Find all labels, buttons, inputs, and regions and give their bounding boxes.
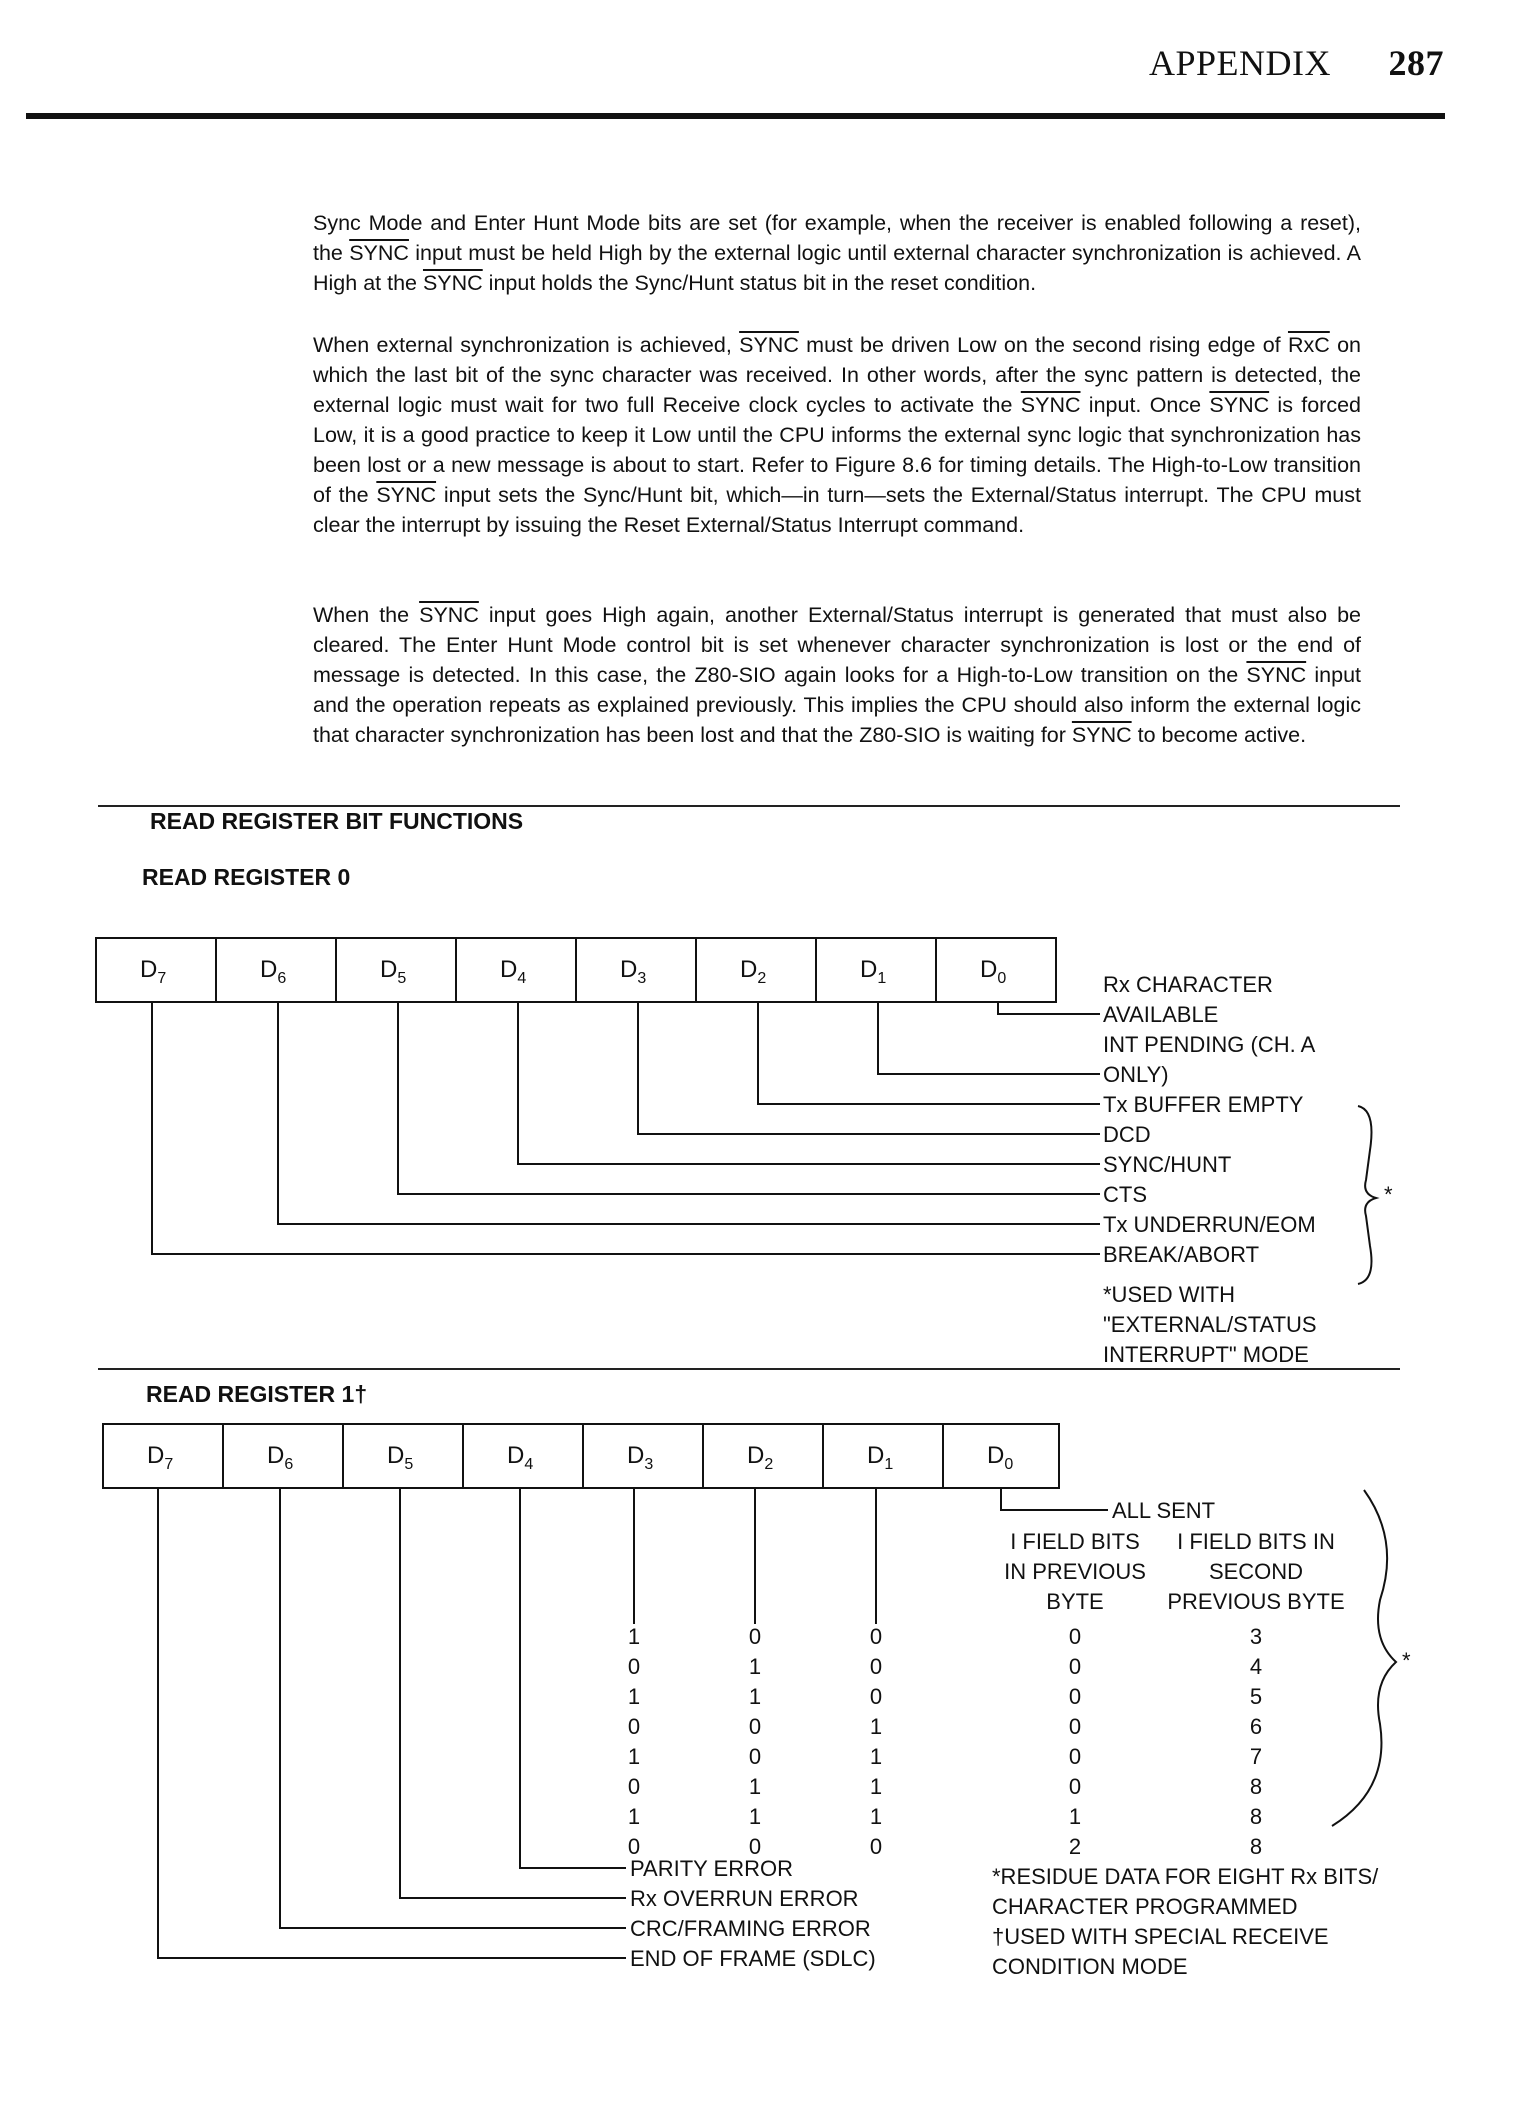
bit-label-d5: CTS xyxy=(1103,1182,1147,1207)
bit-cell-d7: $D_7$ xyxy=(140,956,167,987)
bit-label-d3: DCD xyxy=(1103,1122,1151,1147)
residue-value: 0 xyxy=(748,1834,762,1859)
rr0-brace xyxy=(1358,1106,1376,1284)
bit-cell-d0: $D_0$ xyxy=(987,1442,1014,1473)
signal-name: SYNC xyxy=(1209,393,1270,417)
bit-cell-d2: $D_2$ xyxy=(740,956,767,987)
paragraph-text: to become active. xyxy=(1131,723,1307,747)
leader-line-d7 xyxy=(152,1002,1100,1254)
residue-value: 1 xyxy=(627,1804,641,1829)
residue-value: 8 xyxy=(1249,1774,1263,1799)
leader-line-d7 xyxy=(158,1488,626,1958)
bit-label-d6: Tx UNDERRUN/EOM xyxy=(1103,1212,1316,1237)
bit-label-d2: Tx BUFFER EMPTY xyxy=(1103,1092,1304,1117)
signal-name: SYNC xyxy=(422,271,483,295)
paragraph-text: input sets the Sync/Hunt bit, which—in turn—sets the External/Status interrupt. The CPU must clear the interrupt by issuing the Reset External/Status Interrupt command. xyxy=(313,483,1361,537)
residue-value: 6 xyxy=(1249,1714,1263,1739)
leader-line-d4 xyxy=(520,1488,626,1868)
rr0-diagram xyxy=(96,938,1393,1367)
residue-value: 1 xyxy=(748,1684,762,1709)
bit-cell-d6: $D_6$ xyxy=(260,956,287,987)
rr0-footnote: *USED WITH xyxy=(1103,1282,1235,1307)
paragraph-text: must be driven Low on the second rising edge of xyxy=(798,333,1288,357)
bit-cell-d0: $D_0$ xyxy=(980,956,1007,987)
rr1-footnote: †USED WITH SPECIAL RECEIVE xyxy=(992,1924,1329,1949)
residue-value: 1 xyxy=(869,1714,883,1739)
residue-value: 0 xyxy=(748,1744,762,1769)
leader-line-d4 xyxy=(518,1002,1100,1164)
leader-line-d6 xyxy=(280,1488,626,1928)
header-title: APPENDIX xyxy=(1148,43,1331,83)
residue-value: 3 xyxy=(1249,1624,1263,1649)
residue-value: 7 xyxy=(1249,1744,1263,1769)
bit-cell-d7: $D_7$ xyxy=(147,1442,174,1473)
residue-value: 0 xyxy=(748,1624,762,1649)
leader-line-d0 xyxy=(998,1002,1100,1014)
residue-value: 0 xyxy=(627,1654,641,1679)
paragraph-text: input and the operation repeats as explained previously. This implies the CPU should also inform the external logic that character synchronization has been lost and that the Z80-SIO is waiting for xyxy=(313,663,1361,747)
bit-label-d0: Rx CHARACTER xyxy=(1103,972,1273,997)
rr1-footnote: CHARACTER PROGRAMMED xyxy=(992,1894,1298,1919)
residue-value: 1 xyxy=(748,1654,762,1679)
residue-value: 0 xyxy=(748,1714,762,1739)
residue-value: 0 xyxy=(869,1624,883,1649)
leader-line-d0 xyxy=(1001,1488,1108,1510)
residue-value: 1 xyxy=(1068,1804,1082,1829)
paragraph-text: When the xyxy=(313,603,420,627)
rr1-footnote: CONDITION MODE xyxy=(992,1954,1188,1979)
bit-cell-d3: $D_3$ xyxy=(620,956,647,987)
signal-name: SYNC xyxy=(419,603,479,627)
residue-value: 1 xyxy=(869,1774,883,1799)
residue-value: 2 xyxy=(1068,1834,1082,1859)
residue-value: 4 xyxy=(1249,1654,1263,1679)
rr0-footnote: INTERRUPT" MODE xyxy=(1103,1342,1309,1367)
residue-value: 1 xyxy=(748,1774,762,1799)
residue-value: 0 xyxy=(869,1834,883,1859)
leader-line-d5 xyxy=(400,1488,626,1898)
residue-value: 8 xyxy=(1249,1834,1263,1859)
paragraph-text: input must be held High by the external logic until external character synchronization is achieved. A High at the xyxy=(313,241,1361,295)
signal-name: SYNC xyxy=(349,241,409,265)
residue-value: 5 xyxy=(1249,1684,1263,1709)
rr1-bit-label: Rx OVERRUN ERROR xyxy=(630,1886,859,1911)
residue-value: 0 xyxy=(1068,1624,1082,1649)
signal-name: SYNC xyxy=(1020,393,1081,417)
leader-line-d6 xyxy=(278,1002,1100,1224)
bit-cell-d4: $D_4$ xyxy=(507,1442,534,1473)
bit-label-d1: INT PENDING (CH. A xyxy=(1103,1032,1316,1057)
leader-line-d5 xyxy=(398,1002,1100,1194)
rr1-diagram xyxy=(103,1424,1411,1979)
residue-value: 0 xyxy=(1068,1654,1082,1679)
residue-value: 1 xyxy=(627,1684,641,1709)
paragraph-text: is forced Low, it is a good practice to keep it Low until the CPU informs the external sync logic that synchronization has been lost or a new message is about to start. Refer to Figure 8.6 for timing details. The High-to-Low transition of the xyxy=(313,393,1362,507)
signal-name: SYNC xyxy=(739,333,799,357)
paragraph-text: input goes High again, another External/Status interrupt is generated that must also be cleared. The Enter Hunt Mode control bit is set whenever character synchronization is lost or the end of message is detected. In this case, the Z80-SIO again looks for a High-to-Low transition on the xyxy=(313,603,1361,687)
residue-value: 0 xyxy=(627,1834,641,1859)
paragraph-text: When external synchronization is achieved, xyxy=(313,333,740,357)
paragraph-text: on which the last bit of the sync character was received. In other words, after the sync pattern is detected, the external logic must wait for two full Receive clock cycles to activate the xyxy=(313,333,1361,417)
table-header-col2: PREVIOUS BYTE xyxy=(1167,1589,1345,1614)
residue-value: 0 xyxy=(1068,1714,1082,1739)
rr0-brace-mark: * xyxy=(1384,1182,1393,1207)
section-title: READ REGISTER BIT FUNCTIONS xyxy=(150,808,524,834)
residue-value: 1 xyxy=(627,1744,641,1769)
residue-value: 1 xyxy=(748,1804,762,1829)
table-header-col2: I FIELD BITS IN xyxy=(1177,1529,1335,1554)
bit-cell-d1: $D_1$ xyxy=(860,956,887,987)
paragraph-text: input. Once xyxy=(1080,393,1210,417)
all-sent-label: ALL SENT xyxy=(1112,1498,1216,1523)
rr1-bit-label: PARITY ERROR xyxy=(630,1856,793,1881)
bit-cell-d1: $D_1$ xyxy=(867,1442,894,1473)
bit-cell-d5: $D_5$ xyxy=(387,1442,414,1473)
rr1-register-box xyxy=(103,1424,1059,1488)
bit-cell-d2: $D_2$ xyxy=(747,1442,774,1473)
residue-value: 0 xyxy=(869,1654,883,1679)
rr1-footnote: *RESIDUE DATA FOR EIGHT Rx BITS/ xyxy=(992,1864,1379,1889)
signal-name: SYNC xyxy=(376,483,437,507)
bit-label-d1: ONLY) xyxy=(1103,1062,1169,1087)
paragraph-text: Sync Mode and Enter Hunt Mode bits are set (for example, when the receiver is enabled following a reset), the xyxy=(313,211,1361,265)
residue-value: 0 xyxy=(1068,1684,1082,1709)
rr0-footnote: "EXTERNAL/STATUS xyxy=(1103,1312,1317,1337)
page-number: 287 xyxy=(1388,43,1444,83)
bit-cell-d4: $D_4$ xyxy=(500,956,527,987)
bit-cell-d6: $D_6$ xyxy=(267,1442,294,1473)
bit-label-d7: BREAK/ABORT xyxy=(1103,1242,1260,1267)
signal-name: $\overline{RxC}$ xyxy=(1287,333,1330,357)
table-header-col1: IN PREVIOUS xyxy=(1004,1559,1146,1584)
rr1-brace-mark: * xyxy=(1402,1648,1411,1673)
bit-label-d0: AVAILABLE xyxy=(1103,1002,1219,1027)
residue-value: 1 xyxy=(869,1804,883,1829)
table-header-col1: BYTE xyxy=(1046,1589,1104,1614)
residue-value: 8 xyxy=(1249,1804,1263,1829)
residue-value: 0 xyxy=(1068,1744,1082,1769)
rr1-bit-label: CRC/FRAMING ERROR xyxy=(630,1916,871,1941)
residue-value: 0 xyxy=(627,1714,641,1739)
residue-value: 1 xyxy=(627,1624,641,1649)
rr1-title: READ REGISTER 1† xyxy=(146,1381,368,1407)
residue-value: 1 xyxy=(869,1744,883,1769)
rr0-title: READ REGISTER 0 xyxy=(142,864,351,890)
bit-label-d4: SYNC/HUNT xyxy=(1103,1152,1232,1177)
signal-name: SYNC xyxy=(1071,723,1132,747)
paragraph-text: input holds the Sync/Hunt status bit in the reset condition. xyxy=(482,271,1037,295)
residue-value: 0 xyxy=(869,1684,883,1709)
leader-line-d2 xyxy=(758,1002,1100,1104)
bit-cell-d5: $D_5$ xyxy=(380,956,407,987)
residue-value: 0 xyxy=(1068,1774,1082,1799)
rr1-brace xyxy=(1332,1490,1396,1826)
bit-cell-d3: $D_3$ xyxy=(627,1442,654,1473)
signal-name: SYNC xyxy=(1246,663,1307,687)
table-header-col2: SECOND xyxy=(1208,1559,1304,1584)
table-header-col1: I FIELD BITS xyxy=(1010,1529,1140,1554)
leader-line-d1 xyxy=(878,1002,1100,1074)
leader-line-d3 xyxy=(638,1002,1100,1134)
residue-value: 0 xyxy=(627,1774,641,1799)
rr1-bit-label: END OF FRAME (SDLC) xyxy=(630,1946,876,1971)
